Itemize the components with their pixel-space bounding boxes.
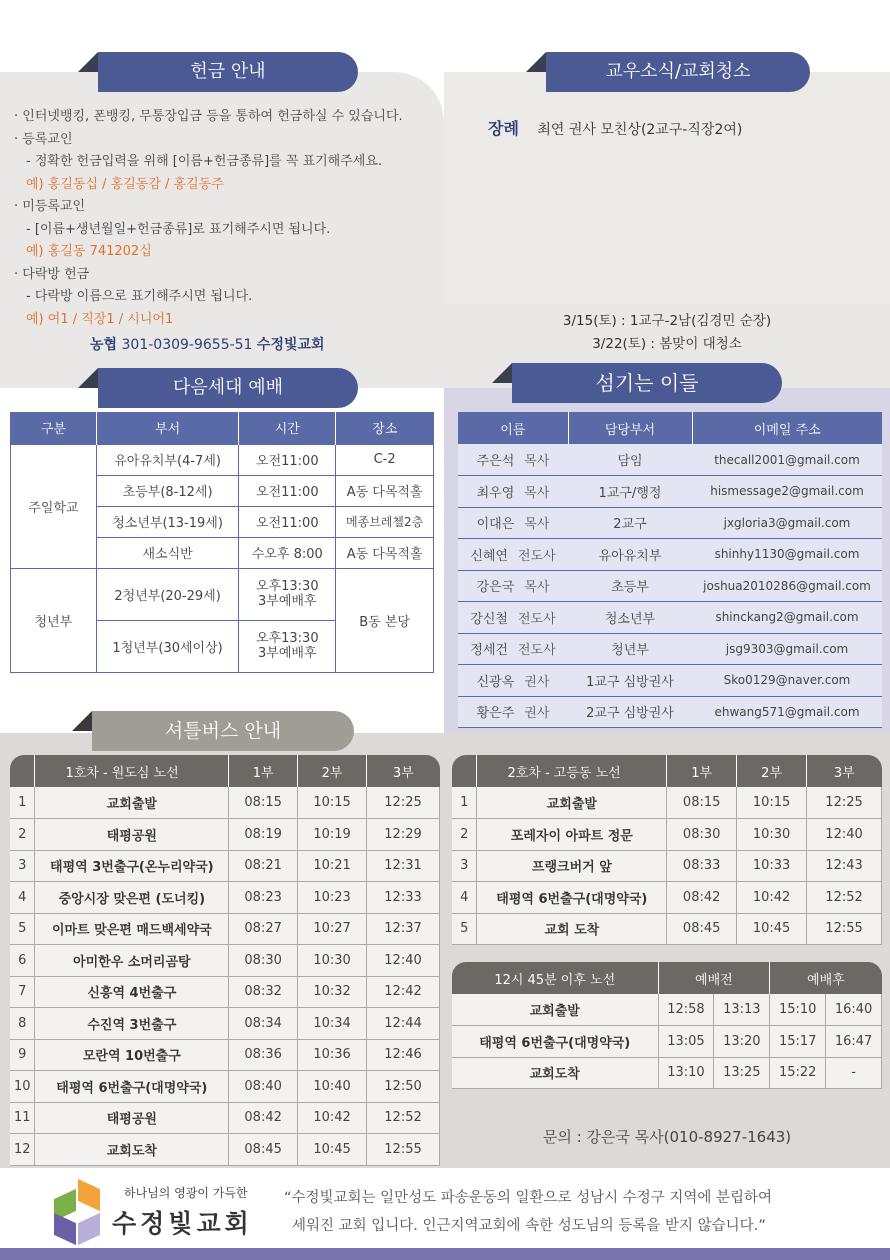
servant-email: Sko0129@naver.com [692,665,882,697]
stop-time: 10:40 [298,1071,367,1103]
stop-time: 08:21 [229,850,298,882]
stop-time: 10:45 [298,1134,367,1166]
shuttle-row [452,850,882,882]
stop-time: 10:21 [298,850,367,882]
servant-email: shinckang2@gmail.com [692,602,882,634]
offering-title: 헌금 안내 [98,52,358,92]
stop-time: 15:17 [770,1026,826,1058]
stop-time: 08:30 [667,819,737,851]
stop-time: 12:25 [367,787,440,819]
stop-number: 2 [452,819,477,851]
group-name: 주일학교 [11,444,97,568]
servants-table [458,412,882,728]
servant-name [458,507,568,539]
shuttle-row [10,976,440,1008]
shuttle-row [10,787,440,819]
stop-time: 10:42 [298,1102,367,1134]
servant-row [458,444,882,476]
servant-row [458,665,882,697]
offering-line: - 정확한 헌금입력을 위해 [이름+헌금종류]를 꼭 표기해주세요. [26,154,383,169]
offering-example: 예) 홍길동십 / 홍길동감 / 홍길동주 [26,176,224,192]
shuttle-row [10,1134,440,1166]
stop-number: 9 [10,1039,35,1071]
stop-time: 10:19 [298,819,367,851]
shuttle-row [452,1057,882,1089]
funeral-notice [488,116,742,139]
offering-title-tab [78,52,98,72]
stop-time: 12:55 [807,913,882,945]
col-header: 1부 [229,755,298,787]
servant-dept: 청소년부 [568,602,692,634]
servant-email: shinhy1130@gmail.com [692,539,882,571]
stop-time: 12:40 [367,945,440,977]
news-section-inner-bg [444,72,890,302]
shuttle-row [452,1026,882,1058]
stop-time: 08:15 [667,787,737,819]
offering-example: 예) 홍길동 741202십 [26,244,152,259]
col-header [10,755,35,787]
stop-number: 1 [452,787,477,819]
offering-line: · 다락방 헌금 [14,266,90,282]
servant-dept: 2교구 심방권사 [568,696,692,728]
servant-name [458,696,568,728]
stop-time: 12:42 [367,976,440,1008]
shuttle-row [10,1008,440,1040]
stop-time: 10:42 [737,882,807,914]
stop-time: 15:10 [770,994,826,1026]
stop-time: 08:19 [229,819,298,851]
stop-name: 태평공원 [35,1102,229,1134]
stop-number: 12 [10,1134,35,1166]
servant-email: jsg9303@gmail.com [692,633,882,665]
servant-dept: 유아유치부 [568,539,692,571]
shuttle-row [452,819,882,851]
stop-time: 10:23 [298,882,367,914]
stop-name: 신흥역 4번출구 [35,976,229,1008]
stop-name: 아미한우 소머리곰탕 [35,945,229,977]
stop-time: 12:58 [658,994,714,1026]
shuttle-row [10,819,440,851]
dept: 초등부(8-12세) [96,475,239,506]
stop-time: 13:25 [714,1057,770,1089]
shuttle-row [452,787,882,819]
stop-time: 13:20 [714,1026,770,1058]
servant-role: 목사 [524,485,550,501]
servant-person: 정세건 [470,643,508,659]
stop-time: 08:32 [229,976,298,1008]
shuttle-contact: 문의 : 강은국 목사(010-8927-1643) [542,1128,792,1146]
stop-time: 13:13 [714,994,770,1026]
stop-name: 교회도착 [35,1134,229,1166]
servant-dept: 초등부 [568,570,692,602]
offering-line: · 등록교인 [14,131,73,147]
stop-time: 12:50 [367,1071,440,1103]
stop-time: 08:27 [229,913,298,945]
stop-name: 교회 도착 [477,913,667,945]
servant-role: 권사 [524,706,550,722]
stop-time: 16:47 [826,1026,882,1058]
time-line: 3부예배후 [258,594,317,609]
shuttle-row [452,913,882,945]
place: A동 다목적홀 [336,537,434,568]
col-header: 1부 [667,755,737,787]
col-header: 12시 45분 이후 노선 [452,962,658,994]
col-header: 이름 [458,412,568,444]
logo-orange [78,1179,100,1211]
stop-time: 12:46 [367,1039,440,1071]
stop-time: 12:52 [367,1102,440,1134]
stop-time: - [826,1057,882,1089]
servant-row [458,633,882,665]
servant-row [458,539,882,571]
stop-number: 6 [10,945,35,977]
shuttle-row [10,850,440,882]
place: 메종브레첼2층 [336,506,434,537]
stop-name: 이마트 맞은편 매드백세약국 [35,913,229,945]
servant-role: 목사 [524,454,550,469]
servant-email: joshua2010286@gmail.com [692,570,882,602]
church-logo [54,1180,100,1240]
servant-row [458,507,882,539]
shuttle-title: 셔틀버스 안내 [92,711,354,751]
news-title: 교우소식/교회청소 [546,52,810,92]
stop-name: 태평공원 [35,819,229,851]
stop-time: 12:25 [807,787,882,819]
stop-number: 5 [452,913,477,945]
shuttle-route2-table [452,755,882,945]
footer-quote [284,1184,772,1240]
shuttle-row [452,994,882,1026]
servant-name [458,444,568,476]
servant-name [458,476,568,508]
servant-dept: 1교구 심방권사 [568,665,692,697]
shuttle-row [10,1039,440,1071]
servant-person: 황은주 [476,706,515,722]
offering-line: - 다락방 이름으로 표기해주시면 됩니다. [26,289,253,304]
col-header: 3부 [807,755,882,787]
servant-role: 전도사 [518,643,556,659]
col-header: 3부 [367,755,440,787]
offering-text [14,106,434,331]
footer-quote-line: “수정빛교회는 일만성도 파송운동의 일환으로 성남시 수정구 지역에 분립하여 [284,1190,772,1206]
stop-time: 10:30 [298,945,367,977]
stop-time: 08:42 [667,882,737,914]
stop-name: 포레자이 아파트 정문 [477,819,667,851]
time [239,568,336,620]
stop-time: 12:40 [807,819,882,851]
stop-name: 태평역 6번출구(대명약국) [477,882,667,914]
servant-dept: 청년부 [568,633,692,665]
stop-number: 7 [10,976,35,1008]
shuttle-row [10,913,440,945]
col-header: 담당부서 [568,412,692,444]
shuttle-route3-table [452,962,882,1089]
bank-account [90,334,325,354]
servant-row [458,570,882,602]
funeral-label: 장례 [488,119,519,138]
time-line: 오후13:30 [256,631,319,646]
stop-time: 08:45 [667,913,737,945]
stop-name: 모란역 10번출구 [35,1039,229,1071]
stop-time: 15:22 [770,1057,826,1089]
servant-person: 신광옥 [476,674,515,690]
footer-tagline: 하나님의 영광이 가득한 [124,1186,248,1200]
footer-church-name: 수정빛교회 [112,1209,253,1238]
stop-time: 10:32 [298,976,367,1008]
servants-title: 섬기는 이들 [512,363,782,403]
servant-email: hismessage2@gmail.com [692,476,882,508]
servant-row [458,476,882,508]
stop-time: 12:29 [367,819,440,851]
stop-time: 10:30 [737,819,807,851]
stop-time: 12:52 [807,882,882,914]
stop-time: 08:30 [229,945,298,977]
col-header: 구분 [11,412,97,444]
col-header [452,755,477,787]
dept: 2청년부(20-29세) [96,568,239,620]
shuttle-row [10,1102,440,1134]
shuttle-row [10,945,440,977]
stop-time: 13:10 [658,1057,714,1089]
servant-row [458,696,882,728]
stop-time: 10:15 [737,787,807,819]
col-header: 부서 [96,412,239,444]
shuttle-row [10,882,440,914]
group-name: 청년부 [11,568,97,672]
dept: 1청년부(30세이상) [96,620,239,672]
offering-line: - [이름+생년월일+헌금종류]로 표기해주시면 됩니다. [26,221,331,237]
offering-line: · 미등록교인 [14,199,86,214]
next-gen-table [10,412,434,673]
stop-time: 12:44 [367,1008,440,1040]
stop-name: 태평역 3번출구(온누리약국) [35,850,229,882]
dept: 청소년부(13-19세) [96,506,239,537]
dept: 새소식반 [96,537,239,568]
stop-time: 08:45 [229,1134,298,1166]
stop-name: 교회출발 [477,787,667,819]
servant-dept: 2교구 [568,507,692,539]
stop-time: 08:40 [229,1071,298,1103]
stop-name: 교회출발 [35,787,229,819]
stop-time: 08:42 [229,1102,298,1134]
time: 오전11:00 [239,475,336,506]
stop-name: 중앙시장 맞은편 (도너킹) [35,882,229,914]
cleaning-item: 3/15(토) : 1교구-2남(김경민 순장) [562,313,772,329]
servant-name [458,539,568,571]
shuttle-row [10,1071,440,1103]
time-line: 오후13:30 [256,579,319,594]
stop-time: 12:55 [367,1134,440,1166]
servant-person: 주은석 [476,454,515,469]
servant-role: 전도사 [518,611,556,627]
servant-name [458,570,568,602]
shuttle-title-tab [72,711,92,731]
dept: 유아유치부(4-7세) [96,444,239,475]
servant-row [458,602,882,634]
time-line: 3부예배후 [258,646,317,661]
stop-name: 프랭크버거 앞 [477,850,667,882]
next-gen-title: 다음세대 예배 [98,368,358,408]
col-header: 장소 [336,412,434,444]
servant-person: 강은국 [476,580,515,596]
col-header: 2호차 - 고등동 노선 [477,755,667,787]
servant-role: 권사 [524,674,550,690]
stop-number: 4 [10,882,35,914]
account-holder: 수정빛교회 [256,337,325,353]
servant-name [458,633,568,665]
stop-number: 11 [10,1102,35,1134]
servant-email: ehwang571@gmail.com [692,696,882,728]
col-header: 예배전 [658,962,770,994]
bank-name: 농협 [90,337,118,353]
servant-person: 이대은 [476,517,515,533]
place: C-2 [336,444,434,475]
stop-name: 태평역 6번출구(대명약국) [452,1026,658,1058]
servant-role: 목사 [524,517,550,533]
stop-time: 12:43 [807,850,882,882]
logo-purple [54,1213,76,1245]
servants-title-tab [492,363,512,383]
funeral-text: 최연 권사 모친상(2교구-직장2여) [537,122,743,138]
time: 수오후 8:00 [239,537,336,568]
stop-name: 교회출발 [452,994,658,1026]
stop-time: 13:05 [658,1026,714,1058]
servant-email: thecall2001@gmail.com [692,444,882,476]
stop-number: 2 [10,819,35,851]
stop-name: 교회도착 [452,1057,658,1089]
stop-number: 1 [10,787,35,819]
stop-number: 3 [452,850,477,882]
servant-name [458,665,568,697]
bottom-bar [0,1248,890,1260]
stop-number: 3 [10,850,35,882]
stop-time: 08:33 [667,850,737,882]
stop-time: 10:36 [298,1039,367,1071]
offering-line: · 인터넷뱅킹, 폰뱅킹, 무통장입금 등을 통하여 헌금하실 수 있습니다. [14,109,403,124]
time: 오전11:00 [239,444,336,475]
servant-dept: 1교구/행정 [568,476,692,508]
time [239,620,336,672]
shuttle-row [452,882,882,914]
stop-time: 08:15 [229,787,298,819]
stop-time: 08:34 [229,1008,298,1040]
place: A동 다목적홀 [336,475,434,506]
servant-person: 신혜연 [470,548,508,564]
stop-time: 16:40 [826,994,882,1026]
place: B동 본당 [336,568,434,672]
servant-person: 강신철 [470,611,508,627]
offering-example: 예) 여1 / 직장1 / 시니어1 [26,311,174,327]
col-header: 예배후 [770,962,882,994]
stop-name: 태평역 6번출구(대명약국) [35,1071,229,1103]
col-header: 이메일 주소 [692,412,882,444]
cleaning-schedule [444,310,890,356]
time: 오전11:00 [239,506,336,537]
servant-person: 최우영 [476,485,515,501]
stop-number: 8 [10,1008,35,1040]
col-header: 2부 [298,755,367,787]
logo-lavender [78,1213,100,1245]
next-gen-title-tab [78,368,98,388]
col-header: 2부 [737,755,807,787]
servant-role: 목사 [524,580,550,596]
stop-time: 12:31 [367,850,440,882]
stop-time: 10:45 [737,913,807,945]
stop-time: 08:23 [229,882,298,914]
servant-name [458,602,568,634]
footer-quote-line: 세워진 교회 입니다. 인근지역교회에 속한 성도님의 등록을 받지 않습니다.” [292,1218,766,1234]
stop-number: 10 [10,1071,35,1103]
servant-dept: 담임 [568,444,692,476]
stop-time: 12:33 [367,882,440,914]
servant-email: jxgloria3@gmail.com [692,507,882,539]
news-title-tab [526,52,546,72]
stop-name: 수진역 3번출구 [35,1008,229,1040]
col-header: 1호차 - 원도심 노선 [35,755,229,787]
cleaning-item: 3/22(토) : 봄맞이 대청소 [592,336,742,352]
stop-time: 10:33 [737,850,807,882]
account-number: 301-0309-9655-51 [121,337,253,353]
stop-number: 5 [10,913,35,945]
servant-role: 전도사 [518,548,556,564]
stop-time: 10:27 [298,913,367,945]
stop-number: 4 [452,882,477,914]
stop-time: 10:34 [298,1008,367,1040]
col-header: 시간 [239,412,336,444]
stop-time: 10:15 [298,787,367,819]
stop-time: 08:36 [229,1039,298,1071]
shuttle-route1-table [10,755,440,1166]
stop-time: 12:37 [367,913,440,945]
